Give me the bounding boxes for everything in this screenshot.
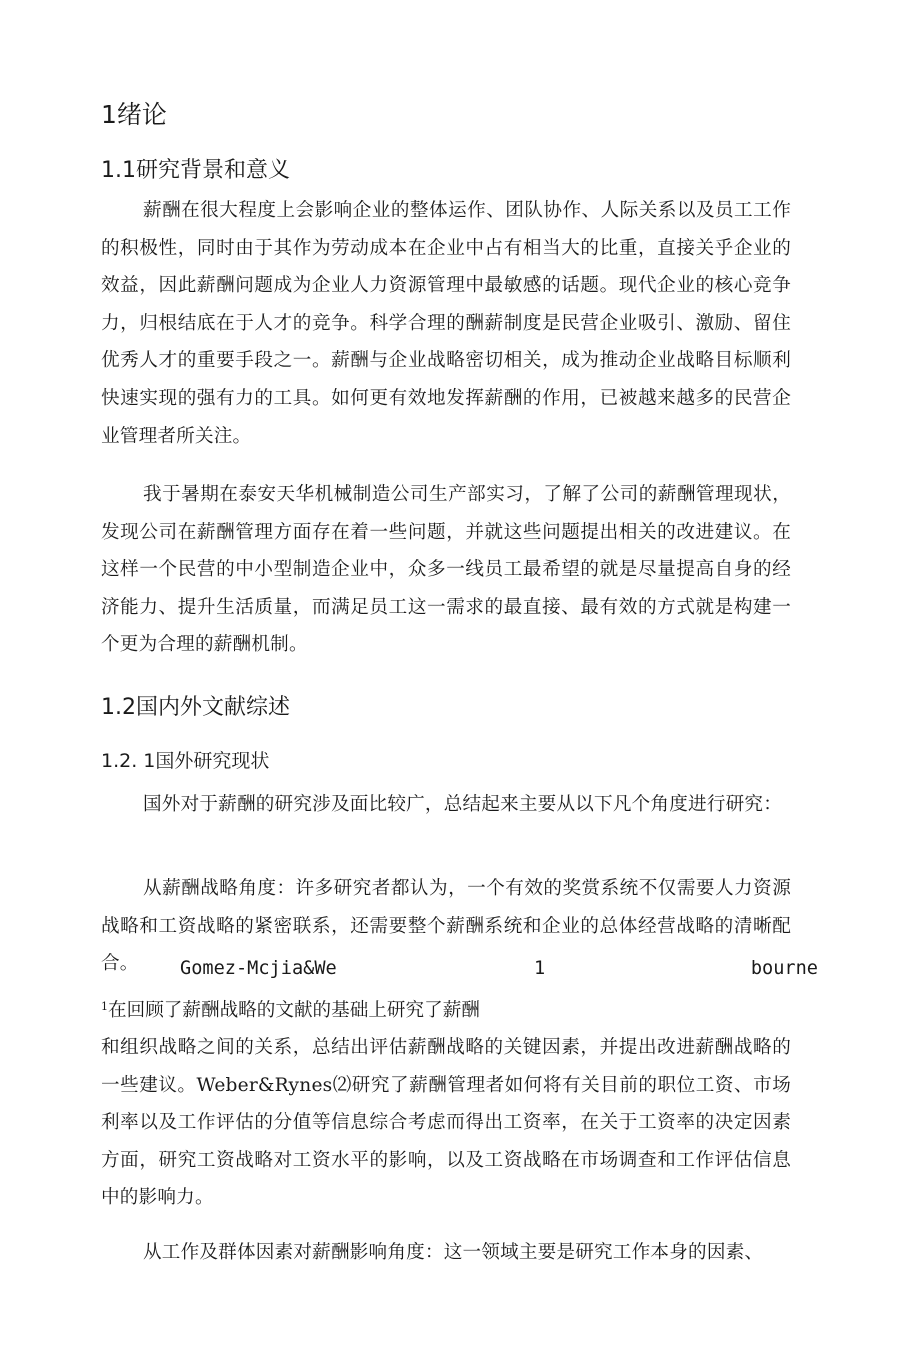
paragraph-work-group: 从工作及群体因素对薪酬影响角度：这一领域主要是研究工作本身的因素、 [143, 1242, 764, 1263]
paragraph-foreign-intro: 国外对于薪酬的研究涉及面比较广，总结起来主要从以下凡个角度进行研究： [143, 794, 782, 815]
footnote-mark: 1 [101, 1000, 108, 1013]
citation-continuation-text: 在回顾了薪酬战略的文献的基础上研究了薪酬 [108, 1000, 480, 1021]
paragraph-internship: 我于暑期在泰安天华机械制造公司生产部实习，了解了公司的薪酬管理现状，发现公司在薪酬管理方面存在着一些问题，并就这些问题提出相关的改进建议。在这样一个民营的中小型制造企业中，众多一线员工最希望的就是尽量提高自身的经济能力、提升生活质量，而满足员工这一需求的最直接、最有效的方式就是构建一个更为合理的薪酬机制。 [101, 484, 791, 656]
citation-author-c: bourne [750, 958, 818, 979]
subsection-heading-1-2-1: 1.2. 1国外研究现状 [101, 750, 270, 772]
chapter-heading: 1绪论 [101, 100, 167, 129]
citation-author-b: 1 [534, 958, 546, 979]
section-heading-1-1: 1.1研究背景和意义 [101, 158, 290, 183]
paragraph-strategy-continued: 和组织战略之间的关系，总结出评估薪酬战略的关键因素，并提出改进薪酬战略的一些建议。Weber&Rynes⑵研究了薪酬管理者如何将有关目前的职位工资、市场利率以及工作评估的分值等信息综合考虑而得出工资率，在关于工资率的决定因素方面，研究工资战略对工资水平的影响，以及工资战略在市场调查和工作评估信息中的影响力。 [101, 1037, 791, 1209]
paragraph-strategy: 从薪酬战略角度：许多研究者都认为，一个有效的奖赏系统不仅需要人力资源战略和工资战略的紧密联系，还需要整个薪酬系统和企业的总体经营战略的清晰配合。 [101, 878, 791, 975]
paragraph-background: 薪酬在很大程度上会影响企业的整体运作、团队协作、人际关系以及员工工作的积极性，同时由于其作为劳动成本在企业中占有相当大的比重，直接关乎企业的效益，因此薪酬问题成为企业人力资源管理中最敏感的话题。现代企业的核心竞争力，归根结底在于人才的竞争。科学合理的酬薪制度是民营企业吸引、激励、留住优秀人才的重要手段之一。薪酬与企业战略密切相关，成为推动企业战略目标顺利快速实现的强有力的工具。如何更有效地发挥薪酬的作用，已被越来越多的民营企业管理者所关注。 [101, 200, 791, 447]
citation-author-a: Gomez-Mcjia&We [180, 958, 337, 979]
citation-continuation [101, 988, 801, 1030]
section-heading-1-2: 1.2国内外文献综述 [101, 695, 290, 720]
